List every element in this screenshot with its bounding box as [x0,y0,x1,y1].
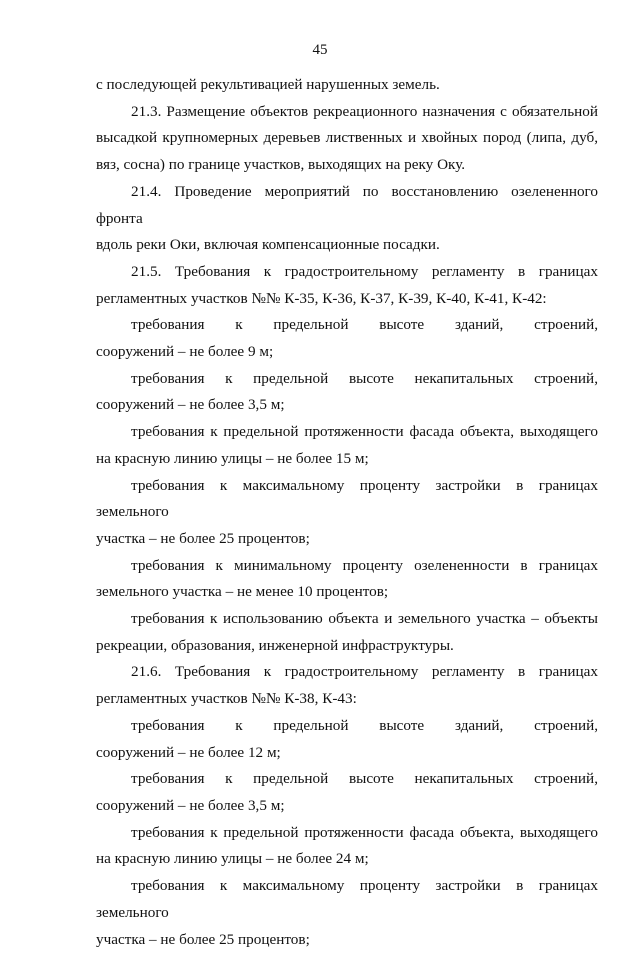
page-number: 45 [0,42,640,59]
text-line: на красную линию улицы – не более 24 м; [96,846,598,873]
text-line: требования к использованию объекта и земельного участка – объекты [96,606,598,633]
text-line: требования к предельной высоте зданий, строений, [96,312,598,339]
text-line: требования к предельной высоте некапитальных строений, [96,766,598,793]
text-line: рекреации, образования, инженерной инфраструктуры. [96,633,598,660]
text-line: сооружений – не более 3,5 м; [96,392,598,419]
text-line: участка – не более 25 процентов; [96,526,598,553]
document-body [96,72,598,953]
text-line: 21.5. Требования к градостроительному регламенту в границах [96,259,598,286]
text-line: требования к максимальному проценту застройки в границах земельного [96,873,598,926]
text-line: требования к предельной высоте зданий, строений, [96,713,598,740]
text-line: на красную линию улицы – не более 15 м; [96,446,598,473]
text-line: регламентных участков №№ К-38, К-43: [96,686,598,713]
text-line: участка – не более 25 процентов; [96,927,598,953]
text-line: требования к предельной высоте некапитальных строений, [96,366,598,393]
text-line: требования к минимальному проценту озелененности в границах [96,553,598,580]
text-line: 21.6. Требования к градостроительному регламенту в границах [96,659,598,686]
text-line: требования к предельной протяженности фасада объекта, выходящего [96,820,598,847]
text-line: сооружений – не более 9 м; [96,339,598,366]
text-line: с последующей рекультивацией нарушенных земель. [96,72,598,99]
text-line: требования к предельной протяженности фасада объекта, выходящего [96,419,598,446]
text-line: 21.4. Проведение мероприятий по восстановлению озелененного фронта [96,179,598,232]
text-line: земельного участка – не менее 10 процентов; [96,579,598,606]
text-line: требования к максимальному проценту застройки в границах земельного [96,473,598,526]
text-line: высадкой крупномерных деревьев лиственных и хвойных пород (липа, дуб, [96,125,598,152]
text-line: вяз, сосна) по границе участков, выходящих на реку Оку. [96,152,598,179]
text-line: регламентных участков №№ К-35, К-36, К-37, К-39, К-40, К-41, К-42: [96,286,598,313]
text-line: сооружений – не более 12 м; [96,740,598,767]
text-line: 21.3. Размещение объектов рекреационного назначения с обязательной [96,99,598,126]
text-line: сооружений – не более 3,5 м; [96,793,598,820]
text-line: вдоль реки Оки, включая компенсационные посадки. [96,232,598,259]
